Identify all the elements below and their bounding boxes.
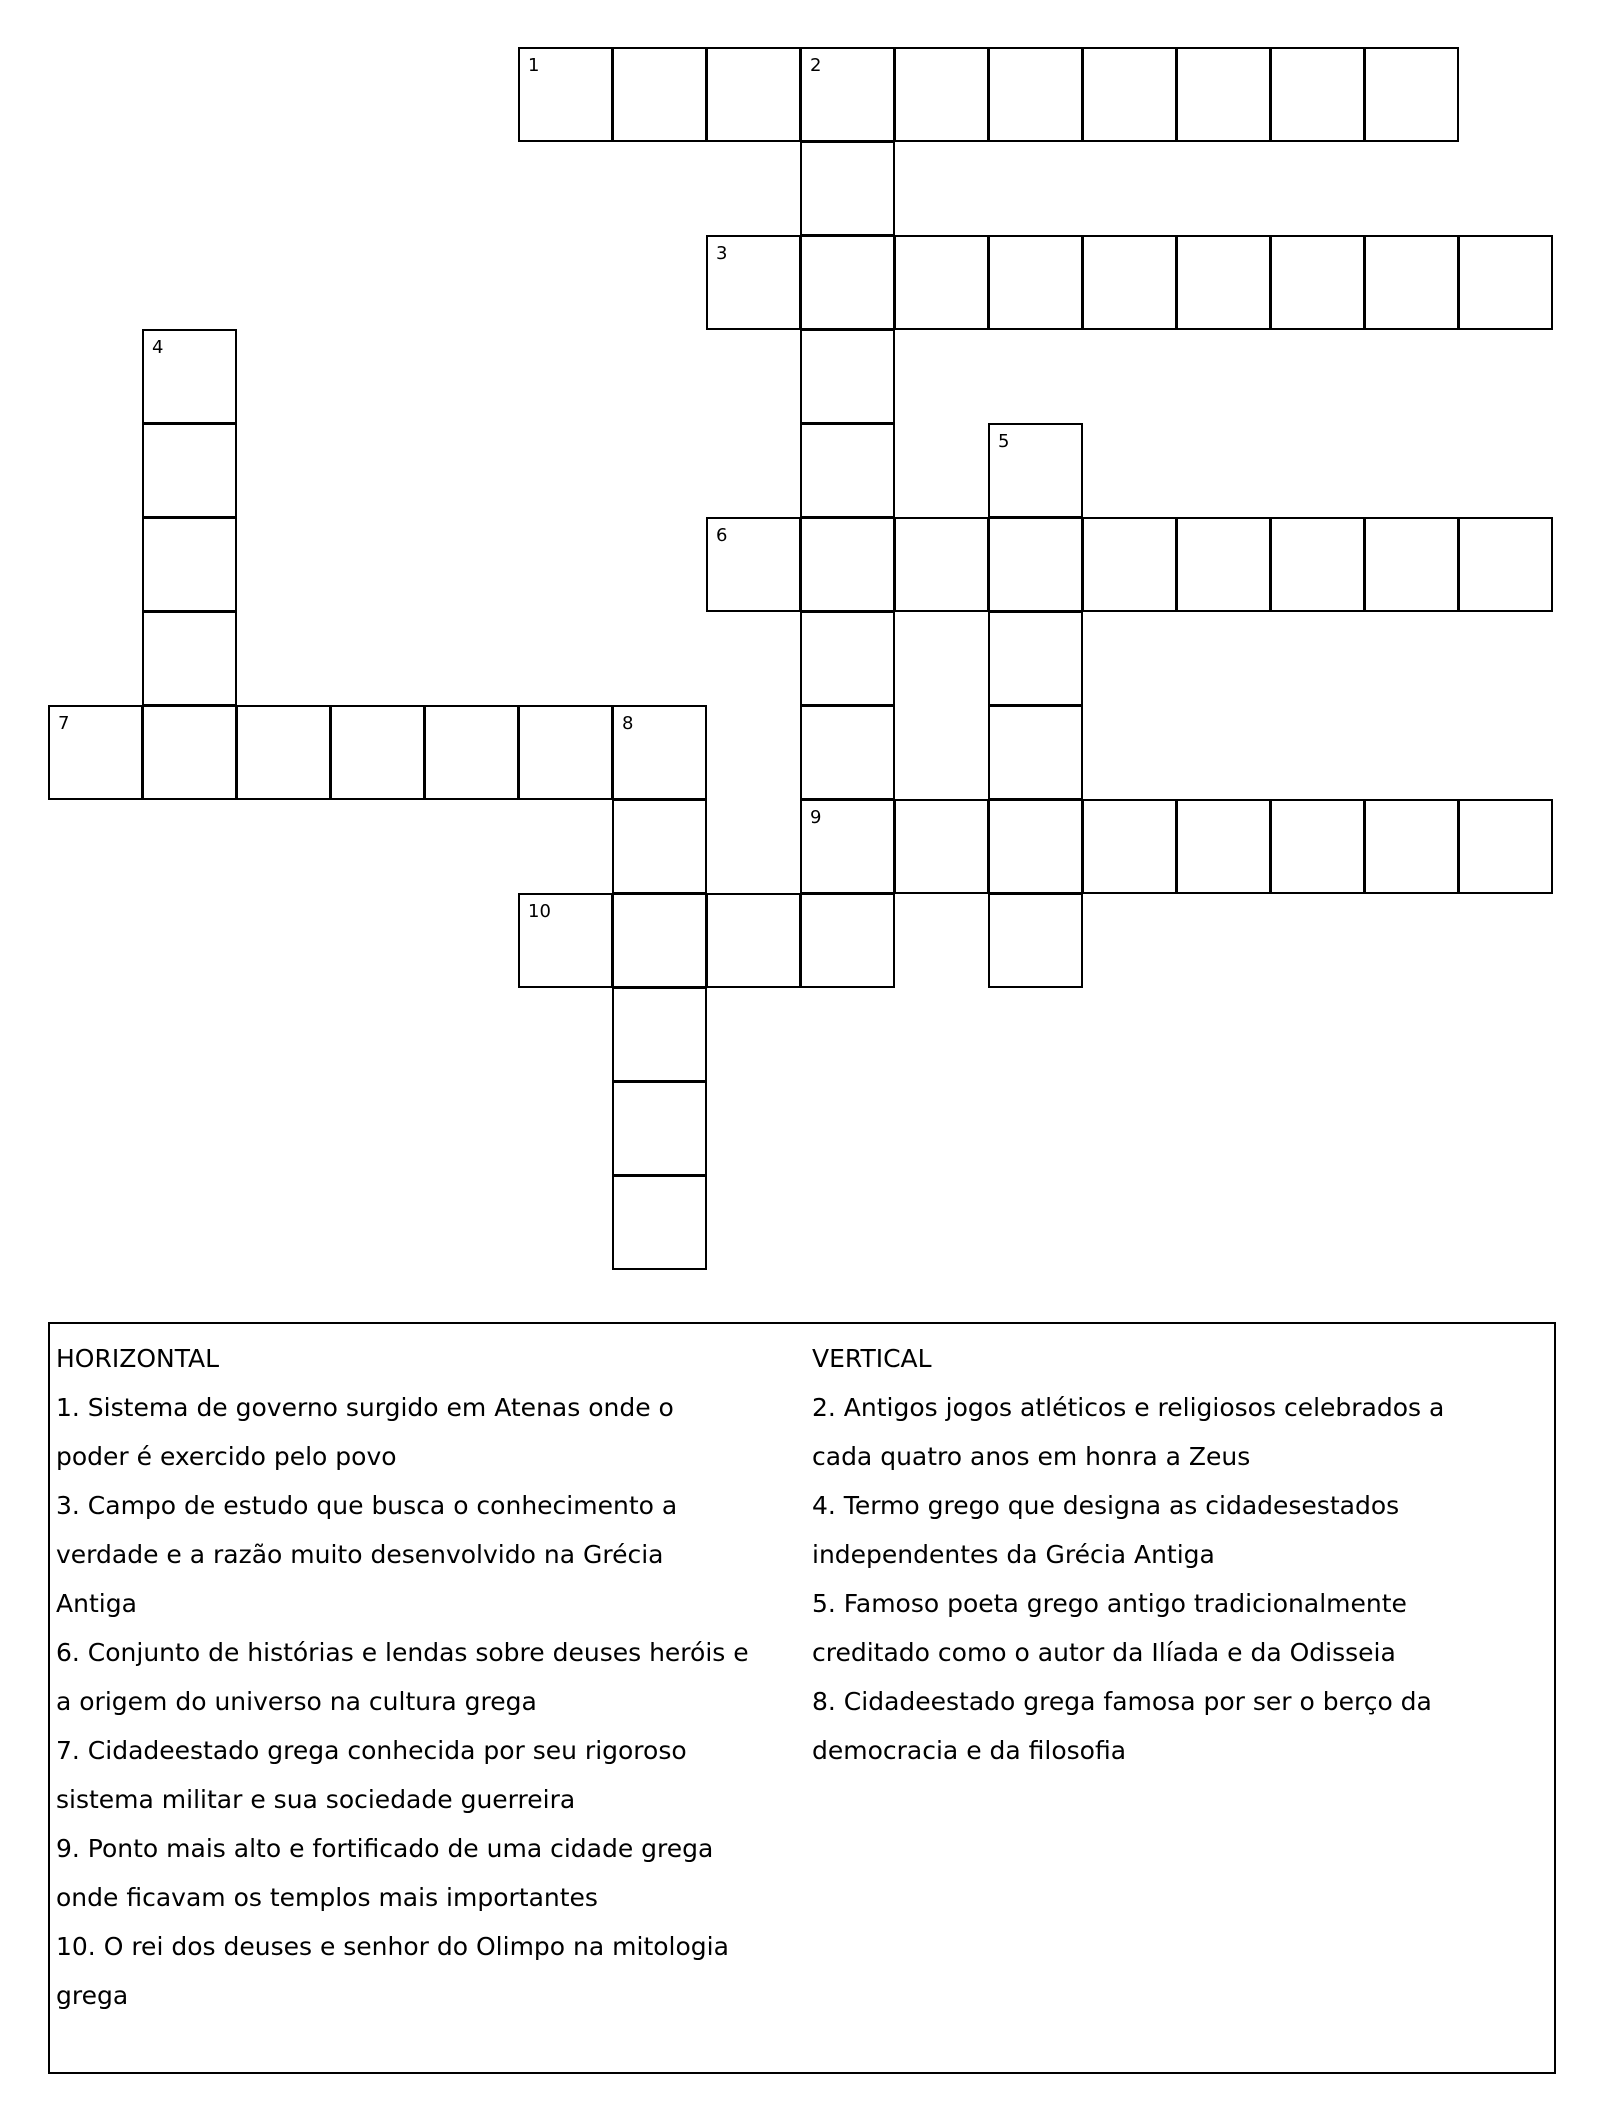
grid-cell[interactable] [612,705,707,800]
grid-cell[interactable] [1082,799,1177,894]
grid-cell[interactable] [1176,235,1271,330]
grid-cell[interactable] [706,235,801,330]
grid-cell[interactable] [988,517,1083,612]
grid-cell[interactable] [800,611,895,706]
clue-line: independentes da Grécia Antiga [812,1540,1215,1569]
grid-cell[interactable] [894,47,989,142]
clue-line: 4. Termo grego que designa as cidadesestados [812,1491,1400,1520]
clue-line: 10. O rei dos deuses e senhor do Olimpo na mitologia [56,1932,729,1961]
grid-cell[interactable] [424,705,519,800]
grid-cell[interactable] [518,893,613,988]
grid-cell[interactable] [612,1081,707,1176]
grid-cell[interactable] [612,1175,707,1270]
clue-number: 5 [998,431,1010,452]
clues-box [48,1322,1556,2074]
grid-cell[interactable] [48,705,143,800]
grid-cell[interactable] [988,893,1083,988]
clue-line: cada quatro anos em honra a Zeus [812,1442,1251,1471]
grid-cell[interactable] [1082,235,1177,330]
clue-line: 3. Campo de estudo que busca o conhecimento a [56,1491,678,1520]
clue-number: 7 [58,713,70,734]
grid-cell[interactable] [706,47,801,142]
grid-cell[interactable] [706,517,801,612]
clue-number: 8 [622,713,634,734]
clue-number: 3 [716,243,728,264]
clue-number: 6 [716,525,728,546]
grid-cell[interactable] [142,329,237,424]
grid-cell[interactable] [800,705,895,800]
grid-cell[interactable] [1082,47,1177,142]
grid-cell[interactable] [800,423,895,518]
grid-cell[interactable] [1458,799,1553,894]
grid-cell[interactable] [800,517,895,612]
clue-number: 1 [528,55,540,76]
grid-cell[interactable] [1270,235,1365,330]
grid-cell[interactable] [988,705,1083,800]
horizontal-clues [56,1334,808,2020]
clue-line: 2. Antigos jogos atléticos e religiosos celebrados a [812,1393,1445,1422]
grid-cell[interactable] [1364,235,1459,330]
grid-cell[interactable] [612,47,707,142]
clue-line: 5. Famoso poeta grego antigo tradicionalmente [812,1589,1407,1618]
grid-cell[interactable] [1270,799,1365,894]
horizontal-heading: HORIZONTAL [56,1344,220,1373]
grid-cell[interactable] [1458,235,1553,330]
horizontal-clue-list [56,1383,808,2020]
grid-cell[interactable] [988,47,1083,142]
clue-line: verdade e a razão muito desenvolvido na Grécia [56,1540,664,1569]
grid-cell[interactable] [800,47,895,142]
clue-number: 10 [528,901,551,922]
clue-line: sistema militar e sua sociedade guerreira [56,1785,576,1814]
grid-cell[interactable] [518,705,613,800]
vertical-clues [812,1334,1532,1775]
grid-cell[interactable] [142,611,237,706]
grid-cell[interactable] [1364,47,1459,142]
grid-cell[interactable] [330,705,425,800]
grid-cell[interactable] [894,235,989,330]
clue-line: creditado como o autor da Ilíada e da Odisseia [812,1638,1396,1667]
grid-cell[interactable] [1176,517,1271,612]
grid-cell[interactable] [800,235,895,330]
grid-cell[interactable] [1082,517,1177,612]
clue-line: poder é exercido pelo povo [56,1442,397,1471]
grid-cell[interactable] [894,799,989,894]
clue-line: 8. Cidadeestado grega famosa por ser o berço da [812,1687,1432,1716]
grid-cell[interactable] [1270,517,1365,612]
grid-cell[interactable] [800,141,895,236]
clue-line: 9. Ponto mais alto e fortificado de uma cidade grega [56,1834,714,1863]
clue-line: grega [56,1981,129,2010]
clue-line: 1. Sistema de governo surgido em Atenas onde o [56,1393,674,1422]
grid-cell[interactable] [800,893,895,988]
grid-cell[interactable] [142,705,237,800]
clue-line: democracia e da filosofia [812,1736,1127,1765]
grid-cell[interactable] [1364,799,1459,894]
clue-line: 6. Conjunto de histórias e lendas sobre deuses heróis e [56,1638,749,1667]
clue-line: onde ficavam os templos mais importantes [56,1883,598,1912]
grid-cell[interactable] [612,987,707,1082]
grid-cell[interactable] [988,799,1083,894]
clue-number: 2 [810,55,822,76]
clue-line: 7. Cidadeestado grega conhecida por seu rigoroso [56,1736,687,1765]
grid-cell[interactable] [988,423,1083,518]
grid-cell[interactable] [988,611,1083,706]
grid-cell[interactable] [706,893,801,988]
grid-cell[interactable] [612,799,707,894]
clue-line: a origem do universo na cultura grega [56,1687,537,1716]
clue-line: Antiga [56,1589,137,1618]
grid-cell[interactable] [1176,47,1271,142]
grid-cell[interactable] [612,893,707,988]
vertical-clue-list [812,1383,1532,1775]
grid-cell[interactable] [142,517,237,612]
grid-cell[interactable] [142,423,237,518]
grid-cell[interactable] [988,235,1083,330]
grid-cell[interactable] [800,799,895,894]
grid-cell[interactable] [1270,47,1365,142]
vertical-heading: VERTICAL [812,1344,932,1373]
grid-cell[interactable] [1364,517,1459,612]
grid-cell[interactable] [1458,517,1553,612]
grid-cell[interactable] [1176,799,1271,894]
clue-number: 4 [152,337,164,358]
grid-cell[interactable] [518,47,613,142]
grid-cell[interactable] [894,517,989,612]
grid-cell[interactable] [800,329,895,424]
clue-number: 9 [810,807,822,828]
grid-cell[interactable] [236,705,331,800]
